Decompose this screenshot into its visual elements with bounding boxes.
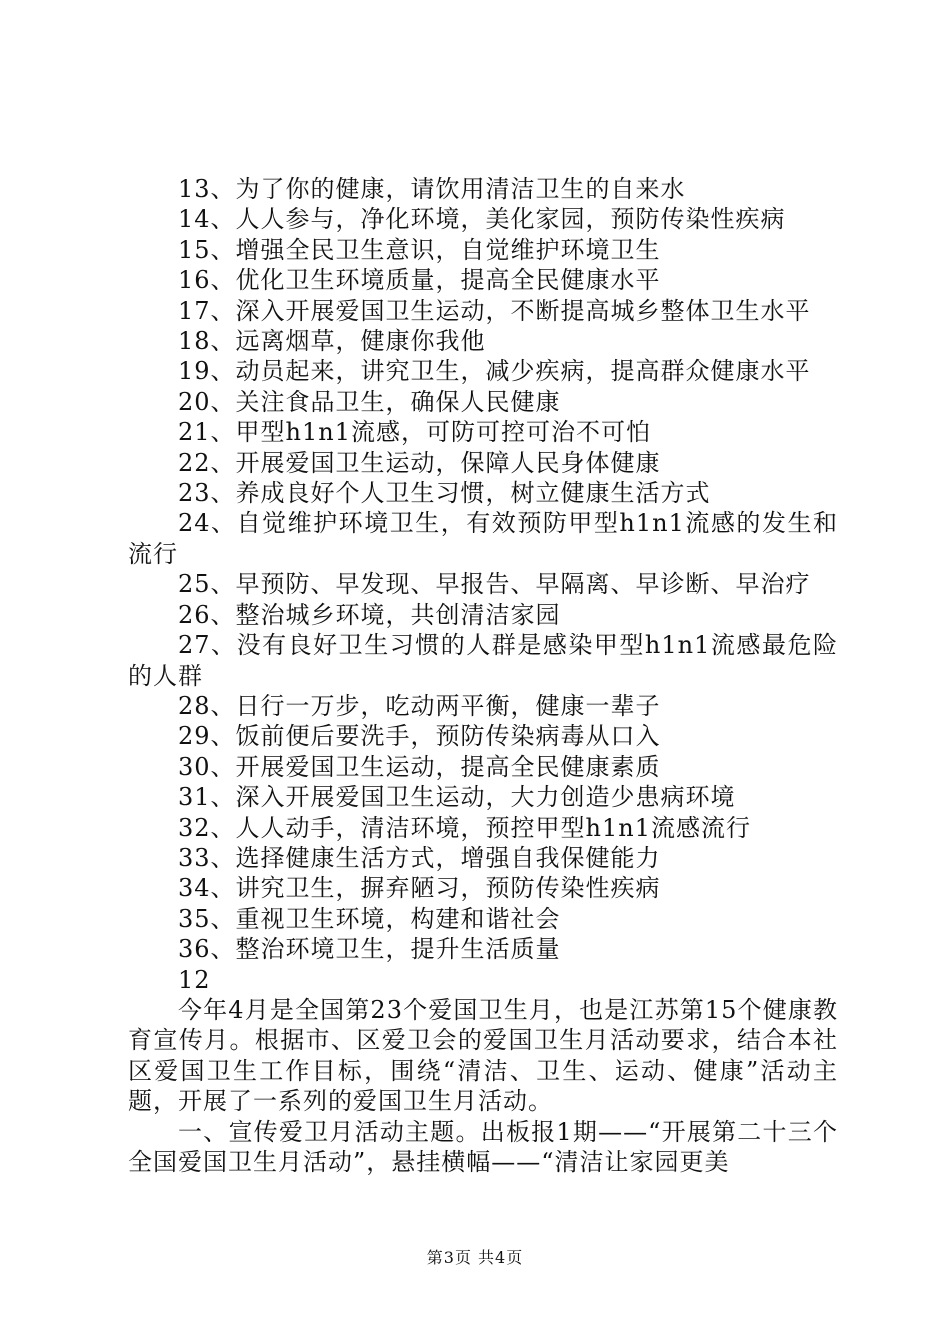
slogan-item: 15、增强全民卫生意识，自觉维护环境卫生: [178, 235, 661, 264]
slogan-item: 30、开展爱国卫生运动，提高全民健康素质: [178, 752, 661, 781]
slogan-item: 20、关注食品卫生，确保人民健康: [178, 387, 561, 416]
page-content: [128, 174, 838, 1177]
slogan-item: 25、早预防、早发现、早报告、早隔离、早诊断、早治疗: [178, 570, 811, 599]
slogan-item: 17、深入开展爱国卫生运动，不断提高城乡整体卫生水平: [178, 296, 811, 325]
slogan-item: 22、开展爱国卫生运动，保障人民身体健康: [178, 448, 661, 477]
section-number: 12: [178, 965, 211, 994]
slogan-item: 24、自觉维护环境卫生，有效预防甲型h1n1流感的发生和流行: [128, 509, 838, 568]
slogan-item: 29、饭前便后要洗手，预防传染病毒从口入: [178, 722, 661, 751]
page-footer: 第3页 共4页: [426, 1248, 524, 1267]
body-paragraph: 今年4月是全国第23个爱国卫生月，也是江苏第15个健康教育宣传月。根据市、区爱卫会的爱国卫生月活动要求，结合本社区爱国卫生工作目标，围绕“清洁、卫生、运动、健康”活动主题，开展了一系列的爱国卫生月活动。: [128, 995, 838, 1116]
slogan-item: 19、动员起来，讲究卫生，减少疾病，提高群众健康水平: [178, 357, 811, 386]
slogan-item: 34、讲究卫生，摒弃陋习，预防传染性疾病: [178, 874, 661, 903]
slogan-item: 28、日行一万步，吃动两平衡，健康一辈子: [178, 691, 661, 720]
slogan-item: 27、没有良好卫生习惯的人群是感染甲型h1n1流感最危险的人群: [128, 631, 838, 690]
slogan-item: 23、养成良好个人卫生习惯，树立健康生活方式: [178, 479, 711, 508]
slogan-item: 32、人人动手，清洁环境，预控甲型h1n1流感流行: [178, 813, 751, 842]
slogan-item: 13、为了你的健康，请饮用清洁卫生的自来水: [178, 175, 686, 203]
slogan-item: 14、人人参与，净化环境，美化家园，预防传染性疾病: [178, 205, 786, 234]
slogan-item: 31、深入开展爱国卫生运动，大力创造少患病环境: [178, 783, 736, 812]
slogan-item: 36、整治环境卫生，提升生活质量: [178, 935, 561, 964]
slogan-item: 33、选择健康生活方式，增强自我保健能力: [178, 843, 661, 872]
slogan-item: 26、整治城乡环境，共创清洁家园: [178, 600, 561, 629]
body-paragraph: 一、宣传爱卫月活动主题。出板报1期——“开展第二十三个全国爱国卫生月活动”，悬挂横幅——“清洁让家园更美: [128, 1117, 838, 1176]
slogan-item: 18、远离烟草，健康你我他: [178, 327, 486, 356]
slogan-item: 35、重视卫生环境，构建和谐社会: [178, 904, 561, 933]
slogan-item: 21、甲型h1n1流感，可防可控可治不可怕: [178, 418, 651, 447]
slogan-item: 16、优化卫生环境质量，提高全民健康水平: [178, 266, 661, 295]
